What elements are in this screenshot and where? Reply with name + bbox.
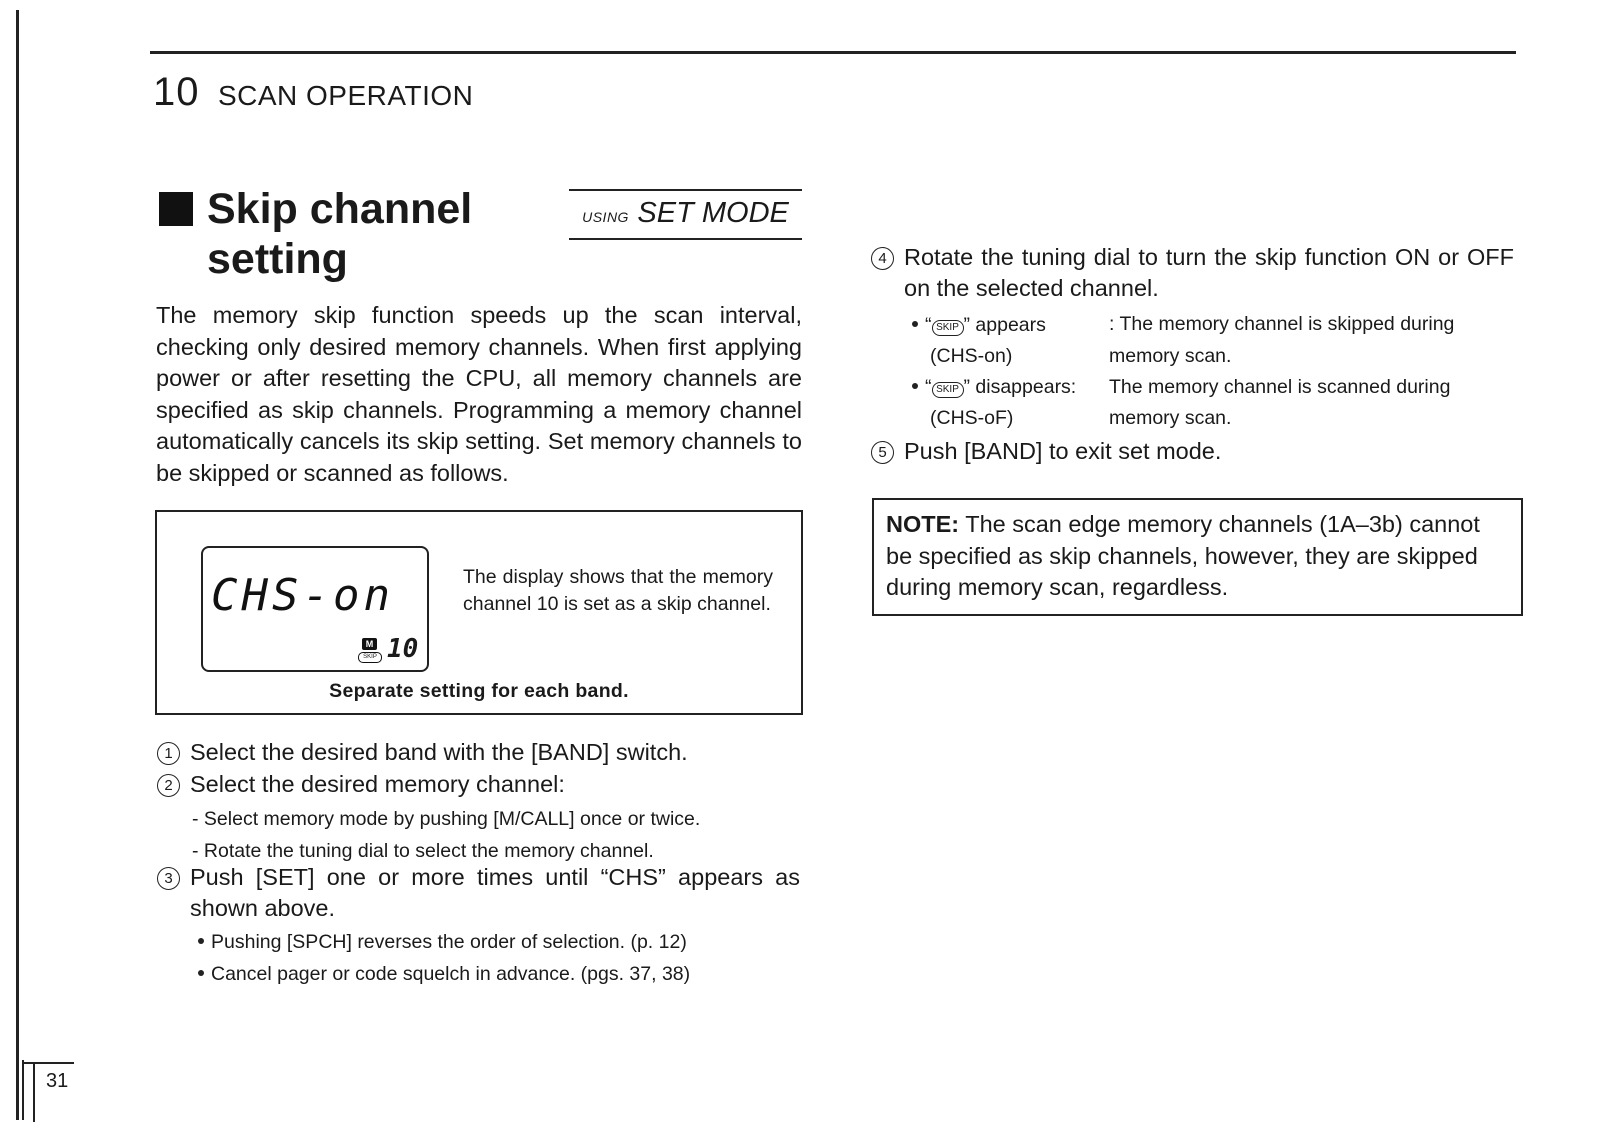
- section-square-icon: [159, 192, 193, 226]
- page-number-rule-vertical: [33, 1062, 35, 1122]
- bullet-icon: [912, 383, 918, 389]
- step-3-number-icon: 3: [157, 867, 180, 890]
- appears-label: ” appears: [963, 314, 1046, 336]
- step-4-bullet-2-label: [912, 372, 1076, 403]
- memory-indicator-icon: M: [362, 638, 377, 650]
- step-2: [157, 769, 565, 800]
- lcd-channel-number: 10: [387, 634, 419, 664]
- section-title-line2: setting: [207, 235, 348, 283]
- chapter-title: SCAN OPERATION: [217, 80, 474, 111]
- step-2-sub-2: - Rotate the tuning dial to select the memory channel.: [192, 840, 654, 862]
- section-title-line1: Skip channel: [207, 185, 473, 233]
- step-3-text: Push [SET] one or more times until “CHS” appears as shown above.: [190, 864, 800, 921]
- lcd-main-text: CHS-on: [211, 570, 394, 621]
- step-4-bullet-1-mode: (CHS-on): [930, 345, 1013, 367]
- figure-caption: The display shows that the memory channel 10 is set as a skip channel.: [463, 566, 773, 615]
- note-text: The scan edge memory channels (1A–3b) cannot be specified as skip channels, however, they are skipped during memory scan, regardless.: [886, 511, 1480, 600]
- step-1-text: Select the desired band with the [BAND] switch.: [190, 739, 688, 765]
- figure-bottom-caption: Separate setting for each band.: [329, 680, 629, 702]
- section-title: [207, 184, 537, 284]
- open-quote: “: [925, 376, 932, 398]
- note-box: [872, 498, 1523, 616]
- step-3-bullet-2-text: Cancel pager or code squelch in advance. (pgs. 37, 38): [211, 963, 691, 985]
- using-label: USING: [582, 209, 629, 225]
- note-label: NOTE:: [886, 511, 960, 537]
- step-5-number-icon: 5: [871, 441, 894, 464]
- step-4-bullet-2-desc: The memory channel is scanned during: [1109, 376, 1451, 398]
- page-number-rule: [24, 1062, 74, 1064]
- step-4-bullet-1-desc-2: memory scan.: [1109, 345, 1232, 367]
- bullet-icon: [912, 321, 918, 327]
- page-number: 31: [46, 1070, 69, 1092]
- using-set-mode-tag: [569, 189, 802, 240]
- step-2-number-icon: 2: [157, 774, 180, 797]
- header-rule: [150, 51, 1516, 54]
- intro-paragraph: The memory skip function speeds up the scan interval, checking only desired memory channels. When first applying power or after resetting the CPU, all memory channels are specified as skip channels. Programming a memory channel automatically cancels its skip setting. Set memory channels to be skipped or scanned as follows.: [156, 302, 802, 486]
- set-mode-label: SET MODE: [637, 197, 789, 229]
- step-4-text: Rotate the tuning dial to turn the skip function ON or OFF on the selected channel.: [904, 244, 1514, 301]
- skip-icon: SKIP: [932, 382, 964, 398]
- skip-icon: SKIP: [932, 320, 964, 336]
- step-2-text: Select the desired memory channel:: [190, 771, 565, 797]
- binding-edge-line: [16, 10, 19, 1120]
- step-3-bullet-1: [198, 926, 687, 958]
- step-4-bullet-1-label: [912, 310, 1046, 341]
- step-2-sub-1: - Select memory mode by pushing [M/CALL] once or twice.: [192, 808, 701, 830]
- binding-edge-line-2: [22, 1060, 24, 1120]
- skip-indicator-icon: SKIP: [358, 652, 382, 663]
- bullet-icon: [198, 938, 204, 944]
- disappears-label: ” disappears:: [963, 376, 1077, 398]
- step-4-number-icon: 4: [871, 247, 894, 270]
- step-4: [871, 242, 1517, 304]
- step-4-bullet-1-desc: : The memory channel is skipped during: [1109, 313, 1455, 335]
- chapter-number: 10: [153, 70, 200, 114]
- step-3: [157, 862, 803, 924]
- chapter-heading: [153, 70, 473, 115]
- step-3-bullet-2: [198, 958, 690, 990]
- step-3-bullet-1-text: Pushing [SPCH] reverses the order of selection. (p. 12): [211, 931, 687, 953]
- step-4-bullet-2-mode: (CHS-oF): [930, 407, 1014, 429]
- bullet-icon: [198, 970, 204, 976]
- open-quote: “: [925, 314, 932, 336]
- step-5-text: Push [BAND] to exit set mode.: [904, 438, 1222, 464]
- step-5: [871, 436, 1221, 467]
- step-1: [157, 737, 688, 768]
- step-4-bullet-2-desc-2: memory scan.: [1109, 407, 1232, 429]
- lcd-display: [201, 546, 429, 672]
- step-1-number-icon: 1: [157, 742, 180, 765]
- display-figure: [155, 510, 803, 715]
